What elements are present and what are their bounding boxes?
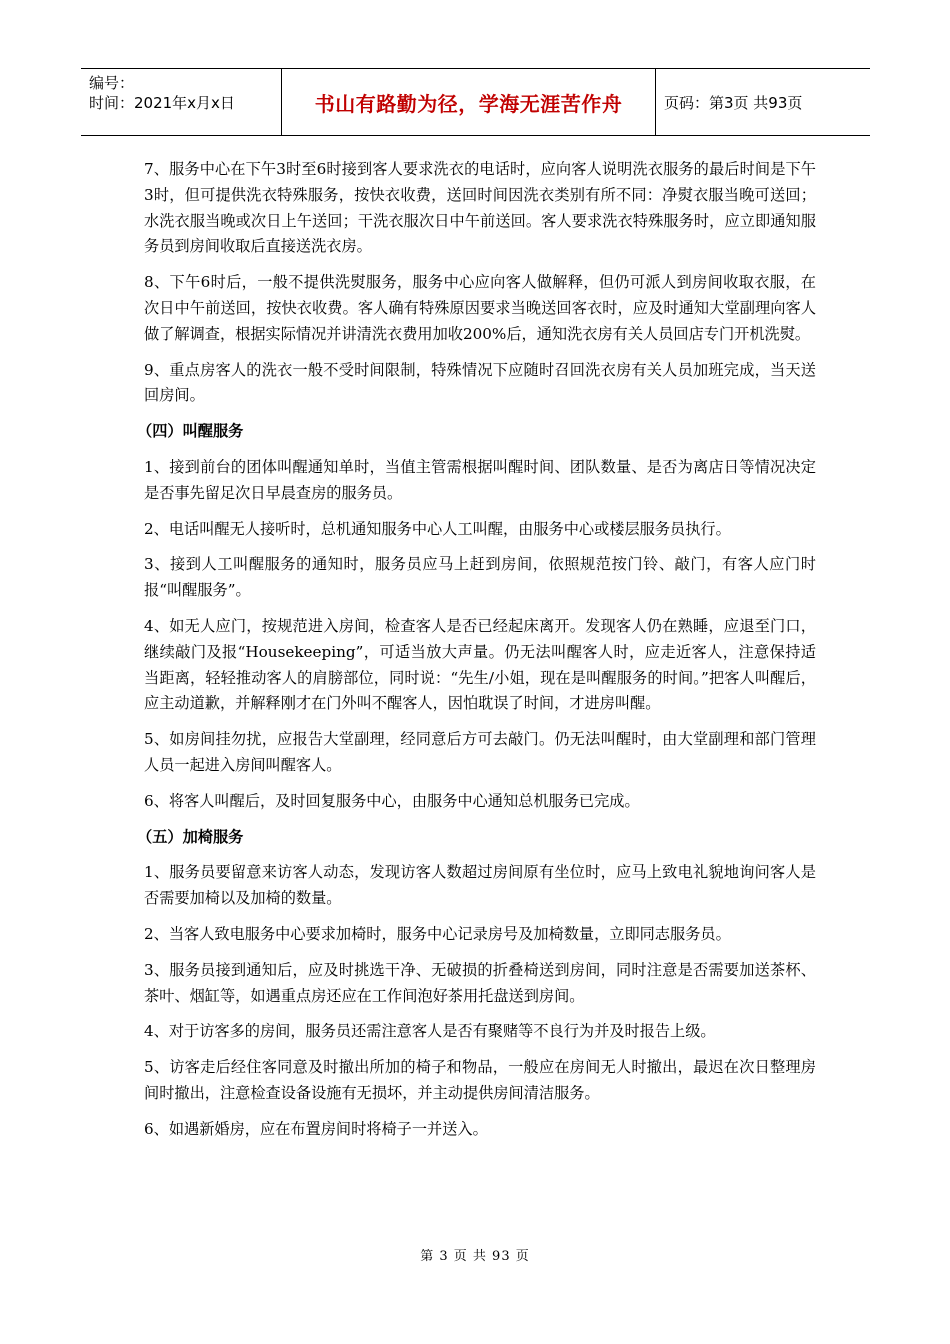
paragraph: 6、将客人叫醒后，及时回复服务中心，由服务中心通知总机服务已完成。 [144,791,640,810]
number-label: 编号： [89,74,135,92]
paragraph: 5、如房间挂勿扰，应报告大堂副理，经同意后方可去敲门。仍无法叫醒时，由大堂副理和部门管理人员一起进入房间叫醒客人。 [144,730,816,774]
paragraph: 9、重点房客人的洗衣一般不受时间限制，特殊情况下应随时召回洗衣房有关人员加班完成，当天送回房间。 [144,360,816,405]
page-header [81,68,870,136]
section-title-wakeup: （四）叫醒服务 [137,422,244,441]
paragraph: 1、服务员要留意来访客人动态，发现访客人数超过房间原有坐位时，应马上致电礼貌地询问客人是否需要加椅以及加椅的数量。 [144,863,816,908]
section-title-chair: （五）加椅服务 [137,827,244,846]
paragraph: 3、服务员接到通知后，应及时挑选干净、无破损的折叠椅送到房间，同时注意是否需要加送茶杯、茶叶、烟缸等，如遇重点房还应在工作间泡好茶用托盘送到房间。 [144,960,816,1005]
page-footer: 第 3 页 共 93 页 [420,1249,530,1264]
time-label: 时间：2021年x月x日 [89,94,235,112]
paragraph: 3、接到人工叫醒服务的通知时，服务员应马上赶到房间，依照规范按门铃、敲门，有客人应门时报“叫醒服务”。 [144,555,816,600]
header-meta [81,69,282,135]
paragraph: 1、接到前台的团体叫醒通知单时，当值主管需根据叫醒时间、团队数量、是否为离店日等情况决定是否事先留足次日早晨查房的服务员。 [144,457,816,502]
header-page-info: 页码：第3页 共93页 [664,93,803,112]
paragraph: 2、电话叫醒无人接听时，总机通知服务中心人工叫醒，由服务中心或楼层服务员执行。 [144,519,731,538]
paragraph: 4、对于访客多的房间，服务员还需注意客人是否有聚赌等不良行为并及时报告上级。 [144,1022,716,1041]
header-motto: 书山有路勤为径，学海无涯苦作舟 [282,69,656,135]
paragraph: 2、当客人致电服务中心要求加椅时，服务中心记录房号及加椅数量，立即同志服务员。 [144,924,731,943]
paragraph: 4、如无人应门，按规范进入房间，检查客人是否已经起床离开。发现客人仍在熟睡，应退至门口，继续敲门及报“Housekeeping”，可适当放大声量。仍无法叫醒客人时，应走近客人，注意保持适当距离，轻轻推动客人的肩膀部位，同时说：“先生/小姐，现在是叫醒服务的时间。”把客人叫醒后，应主动道歉，并解释刚才在门外叫不醒客人，因怕耽误了时间，才进房叫醒。 [144,616,816,713]
document-body [137,157,816,1153]
paragraph: 7、服务中心在下午3时至6时接到客人要求洗衣的电话时，应向客人说明洗衣服务的最后时间是下午3时，但可提供洗衣特殊服务，按快衣收费，送回时间因洗衣类别有所不同：净熨衣服当晚可送回；水洗衣服当晚或次日上午送回；干洗衣服次日中午前送回。客人要求洗衣特殊服务时，应立即通知服务员到房间收取后直接送洗衣房。 [144,160,816,256]
paragraph: 5、访客走后经住客同意及时撤出所加的椅子和物品，一般应在房间无人时撤出，最迟在次日整理房间时撤出，注意检查设备设施有无损坏，并主动提供房间清洁服务。 [144,1058,816,1102]
paragraph: 6、如遇新婚房，应在布置房间时将椅子一并送入。 [144,1119,488,1138]
paragraph: 8、下午6时后，一般不提供洗熨服务，服务中心应向客人做解释，但仍可派人到房间收取衣服，在次日中午前送回，按快衣收费。客人确有特殊原因要求当晚送回客衣时，应及时通知大堂副理向客人做了解调查，根据实际情况并讲清洗衣费用加收200%后，通知洗衣房有关人员回店专门开机洗熨。 [144,273,816,343]
